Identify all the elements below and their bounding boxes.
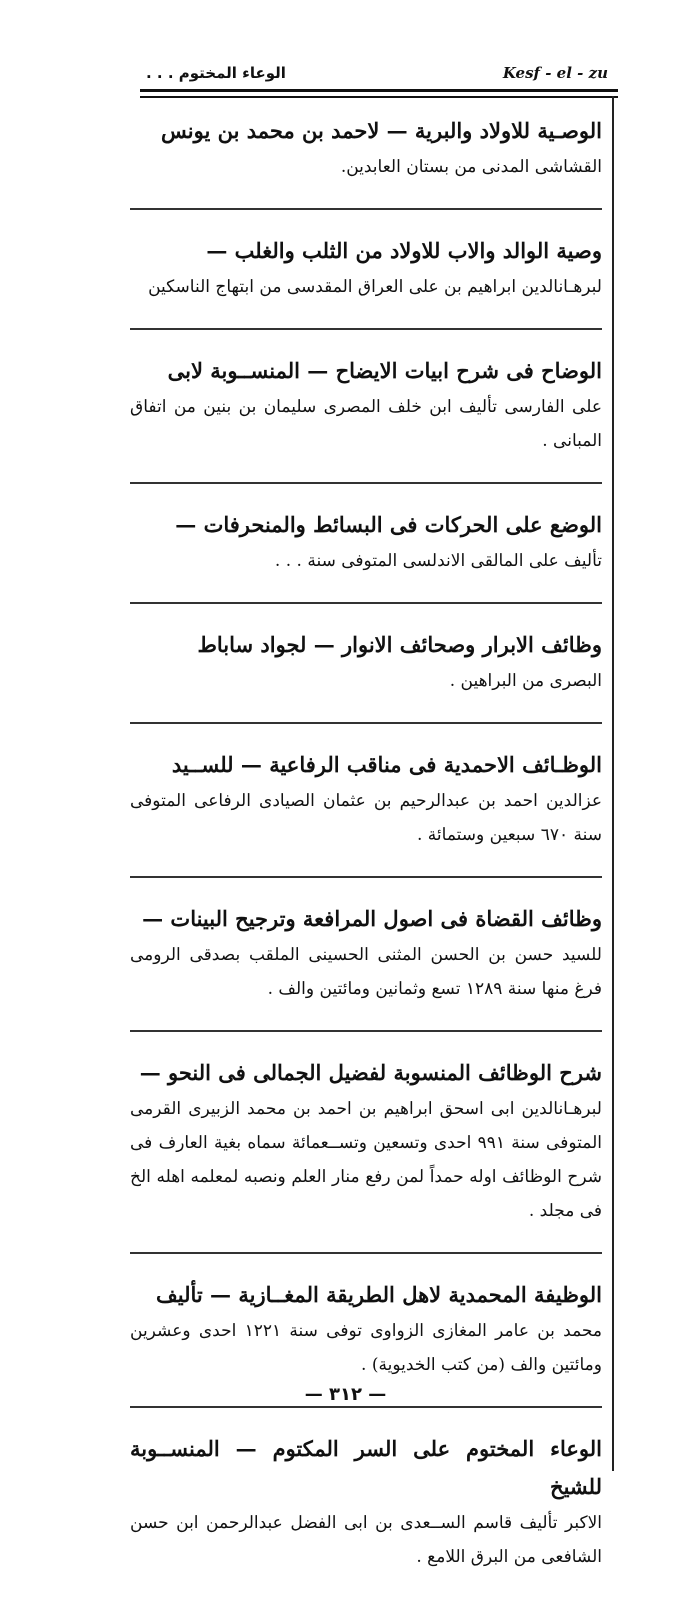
entry-body: البصرى من البراهين . (449, 671, 602, 691)
column-rule (612, 96, 614, 1471)
entry (130, 352, 602, 484)
entry (130, 900, 602, 1032)
entry (130, 506, 602, 604)
entry (130, 232, 602, 330)
entry-heading: الوظـائف الاحمدية فى مناقب الرفاعية — للســيد (171, 752, 602, 777)
running-title-arabic: الوعاء المختوم . . . (146, 64, 286, 82)
running-header (140, 58, 620, 88)
entry-heading: وظائف القضاة فى اصول المرافعة وترجيح البينات — (142, 906, 602, 931)
entry-body: للسيد حسن بن الحسن المثنى الحسينى الملقب بصدقى الرومى فرغ منها سنة ١٢٨٩ تسع وثمانين ومائتين والف . (130, 945, 602, 999)
entry-heading: وصية الوالد والاب للاولاد من الثلب والغلب — (206, 238, 602, 263)
entry (130, 1430, 602, 1598)
entry-heading: وظائف الابرار وصحائف الانوار — لجواد ساباط (197, 632, 602, 657)
running-title-latin: Kesf - el - zu (502, 64, 608, 82)
entry-body: عزالدين احمد بن عبدالرحيم بن عثمان الصيادى الرفاعى المتوفى سنة ٦٧٠ سبعين وستمائة . (130, 791, 602, 845)
entry-heading: شرح الوظائف المنسوبة لفضيل الجمالى فى النحو — (139, 1060, 602, 1085)
entry-body: محمد بن عامر المغازى الزواوى توفى سنة ١٢٢١ احدى وعشرين ومائتين والف (من كتب الخديوية) . (130, 1321, 603, 1375)
entry (130, 746, 602, 878)
entry (130, 626, 602, 724)
entry-body: لبرهـانالدين ابى اسحق ابراهيم بن احمد بن محمد الزبيرى القرمى المتوفى سنة ٩٩١ احدى وتسعين وتســعمائة سماه بغية العارف فى شرح الوظائف اوله حمداً لمن رفع منار العلم ونصبه لمعلمه اهله الخ فى مجلد . (130, 1099, 602, 1221)
entry-heading: الوصـية للاولاد والبرية — لاحمد بن محمد بن يونس (160, 118, 602, 143)
entry-heading: الوعاء المختوم على السر المكتوم — المنســوبة للشيخ (130, 1436, 602, 1499)
entry-body: على الفارسى تأليف ابن خلف المصرى سليمان بن بنين من اتفاق المبانى . (130, 397, 602, 451)
entry (130, 1054, 602, 1254)
page-number: — ٣١٢ — (304, 1384, 387, 1405)
entry-body: لبرهـانالدين ابراهيم بن على العراق المقدسى من ابتهاج الناسكين (148, 277, 602, 297)
header-rule-thin (140, 96, 618, 98)
entry-heading: الوظيفة المحمدية لاهل الطريقة المغــازية — تأليف (156, 1282, 602, 1307)
header-rule-thick (140, 89, 618, 92)
entry (130, 112, 602, 210)
entry-body: الاكبر تأليف قاسم الســعدى بن ابى الفضل عبدالرحمن ابن حسن الشافعى من البرق اللامع . (130, 1513, 602, 1567)
entry-body: تأليف على المالقى الاندلسى المتوفى سنة . . . (274, 551, 602, 571)
entry-heading: الوضع على الحركات فى البسائط والمنحرفات — (175, 512, 602, 537)
entry-body: القشاشى المدنى من بستان العابدين. (340, 157, 602, 177)
entry-heading: الوضاح فى شرح ابيات الايضاح — المنســوبة لابى (167, 358, 602, 383)
